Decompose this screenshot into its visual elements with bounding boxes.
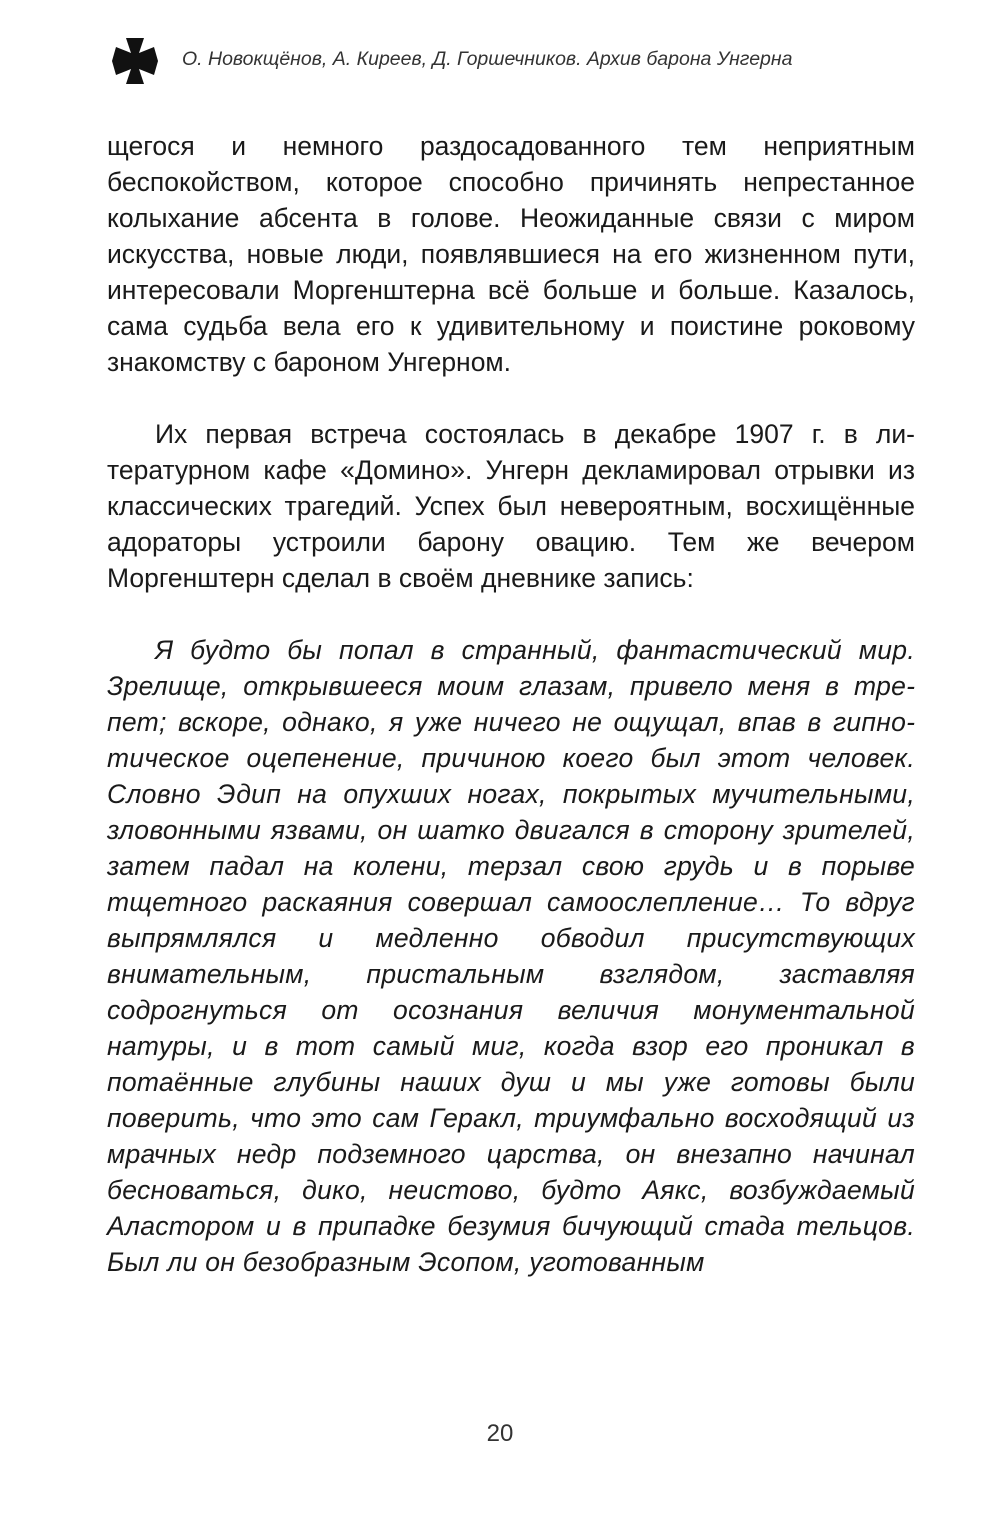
page-body xyxy=(107,128,915,1280)
cross-icon xyxy=(110,36,160,86)
running-header xyxy=(110,36,890,86)
page-number: 20 xyxy=(486,1420,514,1447)
running-title: О. Новокщёнов, А. Киреев, Д. Горшечников. Архив барона Унгерна xyxy=(182,48,793,70)
diary-quote: Я будто бы попал в странный, фантастический мир. Зрелище, открывшееся моим глазам, привело меня в трепет; вскоре, однако, я уже ничего не ощущал, впав в гипнотическое оцепенение, причиною коего был этот человек. Словно Эдип на опухших ногах, покрытых мучительными, зловонными язвами, он шатко двигался в сторону зрителей, затем падал на колени, терзал свою грудь и в порыве тщетного раскаяния совершал самоослепление… То вдруг выпрямлялся и медленно обводил присутствующих внимательным, пристальным взглядом, заставляя содрогнуться от осознания величия монументальной натуры, и в тот самый миг, когда взор его проникал в потаённые глубины наших душ и мы уже готовы были поверить, что это сам Геракл, триумфально восходящий из мрачных недр подземного царства, он внезапно начинал бесноваться, дико, неистово, будто Аякс, возбуждаемый Аластором и в припадке безумия бичующий стада тельцов. Был ли он безобразным Эсопом, уготованным xyxy=(107,635,915,1277)
paragraph-continuation: щегося и немного раздосадованного тем неприятным беспокойством, которое способно причинять непрестанное колыхание абсента в голове. Неожиданные связи с миром искусства, новые люди, появлявшиеся на его жизненном пути, интересовали Моргенштерна всё больше и больше. Казалось, сама судьба вела его к удивительному и поистине роковому знакомству с бароном Унгерном. xyxy=(107,131,915,377)
paragraph-first-meeting: Их первая встреча состоялась в декабре 1907 г. в литературном кафе «Домино». Унгерн декламировал отрывки из классических трагедий. Успех был невероятным, восхищённые адораторы устроили барону овацию. Тем же вечером Моргенштерн сделал в своём дневнике запись: xyxy=(107,419,915,593)
